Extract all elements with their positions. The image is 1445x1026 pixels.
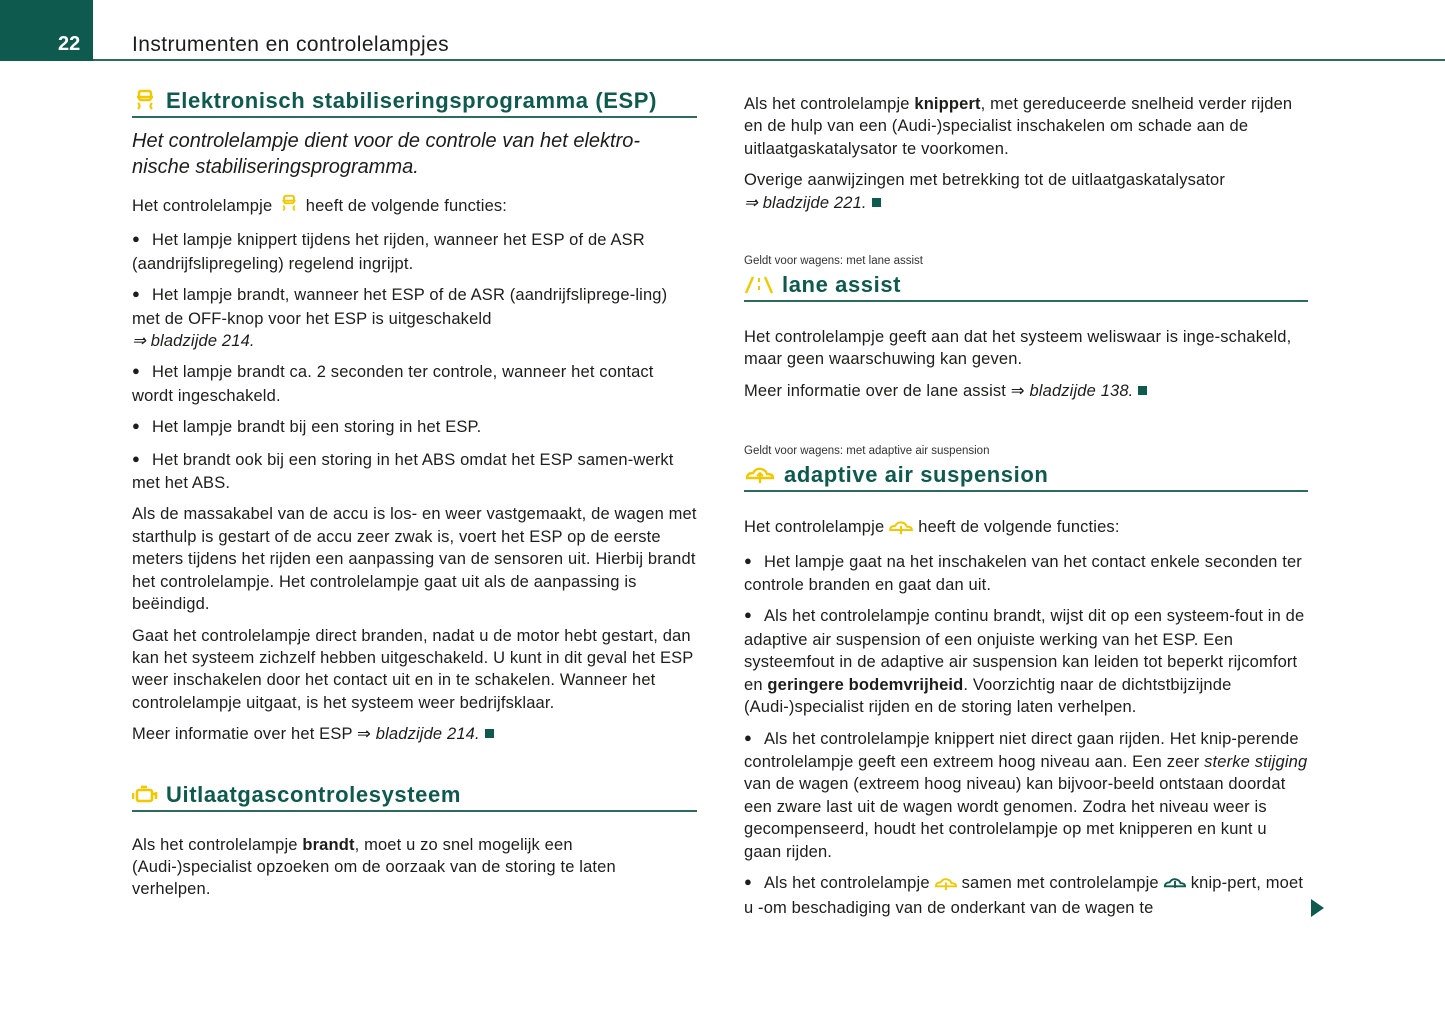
text: Als het controlelampje continu brandt, wijst dit op een systeem-fout in de adaptive air suspension of een onjuiste werking van het ESP. Een systeemfout in de adaptive air suspension kan leiden tot beperkt rijcomfort en xyxy=(744,607,1305,694)
esp-paragraph: Als de massakabel van de accu is los- en weer vastgemaakt, de wagen met starthulp is gestart of de accu zeer zwak is, voert het ESP op de eerste meters tijdens het rijden een aanpassing van de sensoren uit. Hierbij brandt het controlelampje. Het controlelampje gaat uit als de aanpassing is beëindigd. xyxy=(132,505,697,614)
text: Als het controlelampje knippert niet direct gaan rijden. Het knip-perende controlelampje geeft een extreem hoog niveau aan. Een zeer xyxy=(744,729,1299,771)
lane-more-info-link[interactable]: bladzijde 138. xyxy=(1029,381,1134,400)
esp-bullet xyxy=(132,284,697,352)
esp-more-info xyxy=(132,723,697,745)
exhaust-more-info xyxy=(744,169,1308,214)
exhaust-section-heading xyxy=(132,782,697,812)
air-suspension-green-icon xyxy=(1162,875,1188,897)
exhaust-blink-paragraph xyxy=(744,93,1308,160)
header-divider xyxy=(93,59,1445,61)
esp-paragraph: Gaat het controlelampje direct branden, nadat u de motor hebt gestart, dan kan het systeem zichzelf hebben uitgeschakeld. U kunt in dit geval het ESP weer inschakelen door het contact uit en in te schakelen. Wanneer het controlelampje uitgaat, is het systeem weer bedrijfsklaar. xyxy=(132,626,694,712)
air-bullet xyxy=(744,728,1308,863)
text: , met gereduceerde snelheid verder rijden en de hulp van een (Audi-)specialist inschakelen om schade aan de uitlaatgaskatalysator te voorkomen. xyxy=(744,95,1293,158)
esp-skid-icon xyxy=(132,89,158,113)
text: van de wagen (extreem hoog niveau) kan bijvoor-beeld ontstaan doordat een zware last uit de wagen wordt genomen. Zodra het niveau weer is gecompenseerd, houdt het controlelampje op met knipperen en kunt u gaan rijden. xyxy=(744,775,1286,861)
air-suspension-icon xyxy=(744,463,776,487)
text: Het controlelampje xyxy=(744,518,885,537)
emphasis: geringere bodemvrijheid xyxy=(767,675,964,694)
esp-more-info-link[interactable]: bladzijde 214. xyxy=(375,725,480,744)
text: heeft de volgende functies: xyxy=(918,518,1120,537)
text: Als het controlelampje xyxy=(744,95,910,113)
lane-section-heading xyxy=(744,272,1308,302)
right-column xyxy=(744,93,1308,929)
exhaust-paragraph xyxy=(132,834,697,901)
air-bullet xyxy=(744,872,1308,920)
chapter-title: Instrumenten en controlelampjes xyxy=(132,33,450,56)
air-suspension-icon xyxy=(887,519,915,541)
esp-bullet: ● Het lampje brandt ca. 2 seconden ter controle, wanneer het contact wordt ingeschakeld. xyxy=(132,361,697,407)
text: , moet u zo snel mogelijk een (Audi-)specialist opzoeken om de oorzaak van de storing te laten verhelpen. xyxy=(132,835,616,899)
page-number: 22 xyxy=(58,33,81,55)
esp-bullet-text: Het lampje brandt, wanneer het ESP of de ASR (aandrijfsliprege-ling) met de OFF-knop voor het ESP is uitgeschakeld xyxy=(132,286,668,328)
air-title: adaptive air suspension xyxy=(784,462,1049,488)
lane-title: lane assist xyxy=(782,272,902,298)
text: knip-pert, moet u -om beschadiging van de onderkant van de wagen te xyxy=(744,873,1304,918)
text: Als het controlelampje xyxy=(764,873,930,892)
page-number-tab xyxy=(0,0,93,61)
left-column xyxy=(132,88,697,910)
lane-more-info xyxy=(744,380,1308,402)
esp-lead: Het controlelampje dient voor de controle van het elektro-nische stabiliseringsprogramma. xyxy=(132,130,641,178)
esp-xref-link[interactable]: ⇒ bladzijde 214. xyxy=(132,332,255,351)
esp-section-heading xyxy=(132,88,697,118)
lane-paragraph: Het controlelampje geeft aan dat het systeem weliswaar is inge-schakeld, maar geen waarschuwing kan geven. xyxy=(744,328,1292,369)
emphasis: brandt xyxy=(302,835,355,854)
air-bullet xyxy=(744,605,1308,718)
esp-intro xyxy=(132,194,697,220)
esp-title: Elektronisch stabiliseringsprogramma (ESP) xyxy=(166,88,658,113)
exhaust-more-info-link[interactable]: ⇒ bladzijde 221. xyxy=(744,193,867,212)
more-info-text: Meer informatie over de lane assist ⇒ xyxy=(744,381,1025,400)
emphasis: knippert xyxy=(914,95,981,113)
air-section-heading xyxy=(744,462,1308,492)
more-info-text: Overige aanwijzingen met betrekking tot de uitlaatgaskatalysator xyxy=(744,171,1226,190)
more-info-text: Meer informatie over het ESP ⇒ xyxy=(132,725,372,744)
section-end-marker xyxy=(485,729,494,738)
emphasis: sterke stijging xyxy=(1204,752,1308,771)
text: . Voorzichtig naar de dichtstbijzijnde (Audi-)specialist rijden en de storing laten verhelpen. xyxy=(744,675,1232,717)
text: samen met controlelampje xyxy=(961,873,1159,892)
air-bullet: ● Het lampje gaat na het inschakelen van het contact enkele seconden ter controle branden en gaat dan uit. xyxy=(744,551,1308,597)
esp-bullet: ● Het lampje knippert tijdens het rijden, wanneer het ESP of de ASR (aandrijfslipregeling) regelend ingrijpt. xyxy=(132,229,697,275)
engine-check-icon xyxy=(132,783,158,807)
air-applies-note: Geldt voor wagens: met adaptive air suspension xyxy=(744,445,990,458)
esp-intro-text: Het controlelampje xyxy=(132,197,273,215)
lane-assist-icon xyxy=(744,273,774,297)
esp-intro-text-end: heeft de volgende functies: xyxy=(305,197,508,215)
esp-bullet: ● Het lampje brandt bij een storing in het ESP. xyxy=(132,416,697,439)
air-intro xyxy=(744,516,1308,541)
section-end-marker xyxy=(1138,386,1147,395)
next-page-arrow-icon[interactable] xyxy=(1311,899,1324,917)
section-end-marker xyxy=(872,198,881,207)
esp-bullet: ● Het brandt ook bij een storing in het ABS omdat het ESP samen-werkt met het ABS. xyxy=(132,449,697,495)
lane-applies-note: Geldt voor wagens: met lane assist xyxy=(744,255,923,268)
exhaust-title: Uitlaatgascontrolesysteem xyxy=(166,781,461,807)
esp-skid-icon xyxy=(280,194,298,220)
air-suspension-yellow-icon xyxy=(933,875,959,897)
text: Als het controlelampje xyxy=(132,835,298,854)
